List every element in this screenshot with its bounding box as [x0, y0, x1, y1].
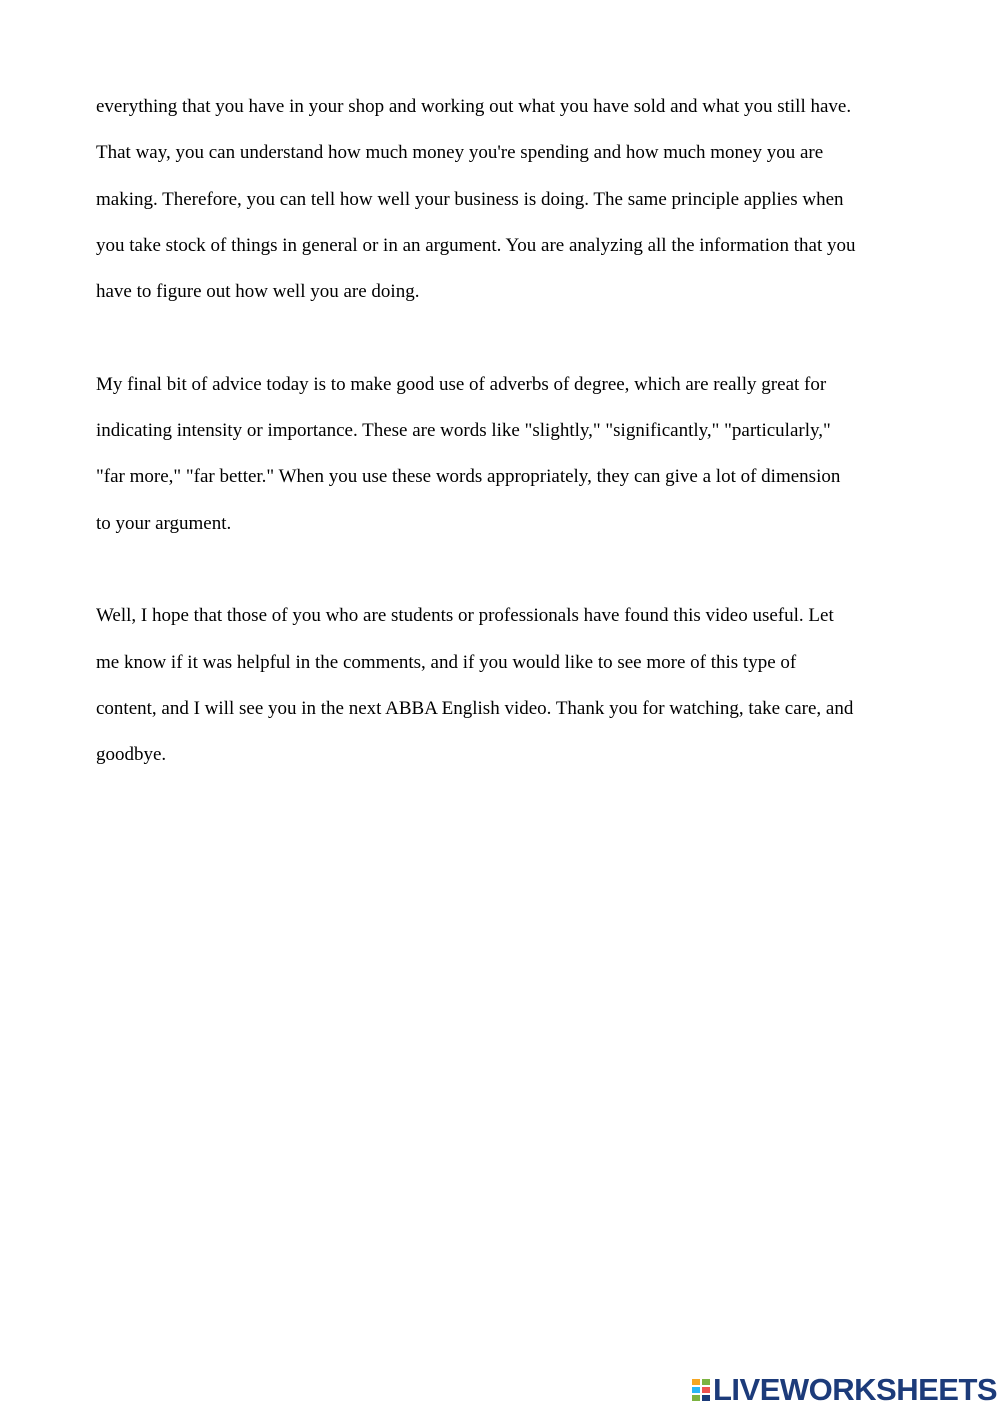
paragraph-3 — [96, 593, 911, 778]
liveworksheets-logo-icon — [692, 1379, 710, 1401]
paragraph-line: you take stock of things in general or in an argument. You are analyzing all the information that you — [96, 234, 856, 256]
paragraph-line: goodbye. — [96, 744, 167, 766]
paragraph-line: everything that you have in your shop and working out what you have sold and what you still have. — [96, 96, 852, 117]
paragraph-line: That way, you can understand how much money you're spending and how much money you are — [96, 142, 824, 164]
paragraph-line: My final bit of advice today is to make good use of adverbs of degree, which are really great for — [96, 373, 827, 395]
paragraph-line: Well, I hope that those of you who are students or professionals have found this video useful. Let — [96, 605, 834, 627]
paragraph-line: indicating intensity or importance. These are words like "slightly," "significantly," "particularly," — [96, 420, 831, 442]
paragraph-line: have to figure out how well you are doing. — [96, 281, 420, 303]
document-body — [96, 84, 911, 825]
paragraph-line: content, and I will see you in the next ABBA English video. Thank you for watching, take care, and — [96, 697, 854, 719]
liveworksheets-brand — [692, 1374, 997, 1406]
paragraph-line: "far more," "far better." When you use these words appropriately, they can give a lot of dimension — [96, 466, 841, 488]
paragraph-1 — [96, 84, 911, 315]
paragraph-line: me know if it was helpful in the comments, and if you would like to see more of this type of — [96, 651, 797, 673]
paragraph-line: making. Therefore, you can tell how well your business is doing. The same principle applies when — [96, 188, 844, 210]
paragraph-2 — [96, 362, 911, 547]
brand-wordmark: LIVEWORKSHEETS — [713, 1372, 998, 1407]
paragraph-line: to your argument. — [96, 512, 232, 534]
